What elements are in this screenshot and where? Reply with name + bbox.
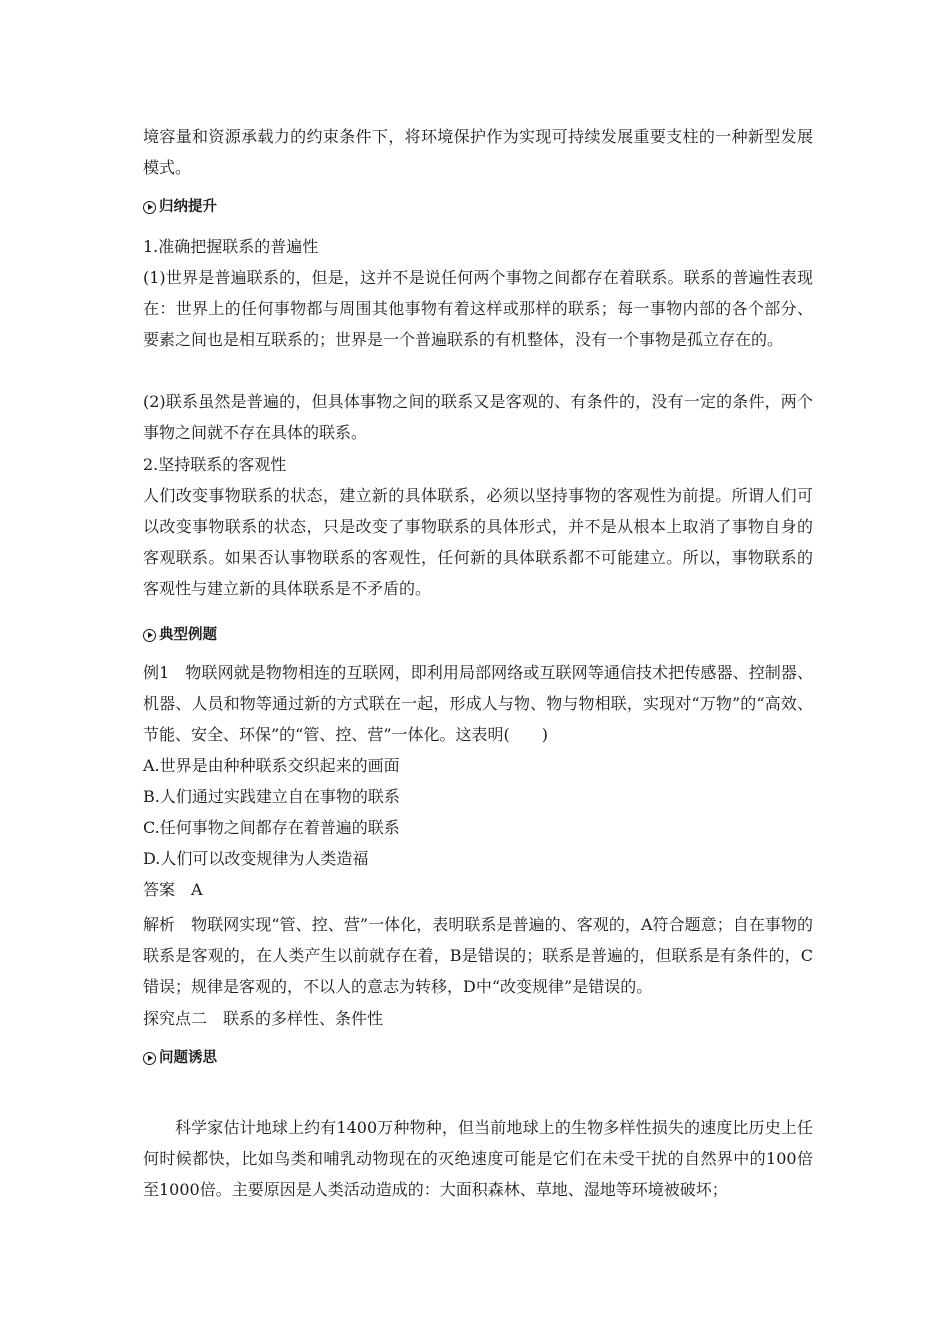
- example-question: [143, 657, 813, 750]
- answer-line: [143, 874, 813, 905]
- intro-paragraph: 境容量和资源承载力的约束条件下，将环境保护作为实现可持续发展重要支柱的一种新型发展模式。: [143, 127, 813, 177]
- point1-paragraph-b: (2)联系虽然是普遍的，但具体事物之间的联系又是客观的、有条件的，没有一定的条件，两个事物之间就不存在具体的联系。: [143, 392, 813, 442]
- example-text: 物联网就是物物相连的互联网，即利用局部网络或互联网等通信技术把传感器、控制器、机器、人员和物等通过新的方式联在一起，形成人与物、物与物相联，实现对“万物”的“高效、节能、安全、环保”的“管、控、营”一体化。这表明( ): [143, 663, 813, 744]
- point1-title: 1.准确把握联系的普遍性: [143, 237, 319, 256]
- play-circle-icon: [143, 629, 156, 642]
- question-paragraph: 科学家估计地球上约有1400万种物种，但当前地球上的生物多样性损失的速度比历史上任何时候都快，比如鸟类和哺乳动物现在的灭绝速度可能是它们在未受干扰的自然界中的100倍至1000倍。主要原因是人类活动造成的：大面积森林、草地、湿地等环境被破坏；: [143, 1118, 813, 1199]
- answer-value: A: [191, 880, 203, 899]
- topic-line: [143, 1003, 813, 1034]
- section-heading-label: 典型例题: [159, 627, 217, 643]
- topic-title: 联系的多样性、条件性: [223, 1009, 384, 1028]
- option-c: C.任何事物之间都存在着普遍的联系: [143, 818, 400, 837]
- analysis-paragraph: [143, 909, 813, 1002]
- option-d: D.人们可以改变规律为人类造福: [143, 849, 369, 868]
- point1-paragraph-a: (1)世界是普遍联系的，但是，这并不是说任何两个事物之间都存在着联系。联系的普遍性表现在：世界上的任何事物都与周围其他事物有着这样或那样的联系；每一事物内部的各个部分、要素之间也是相互联系的；世界是一个普遍联系的有机整体，没有一个事物是孤立存在的。: [143, 268, 813, 349]
- answer-label: 答案: [143, 880, 176, 899]
- point2-title: 2.坚持联系的客观性: [143, 455, 287, 474]
- topic-label: 探究点二: [143, 1009, 208, 1028]
- point2-paragraph: 人们改变事物联系的状态，建立新的具体联系，必须以坚持事物的客观性为前提。所谓人们可以改变事物联系的状态，只是改变了事物联系的具体形式，并不是从根本上取消了事物自身的客观联系。如果否认事物联系的客观性，任何新的具体联系都不可能建立。所以，事物联系的客观性与建立新的具体联系是不矛盾的。: [143, 486, 813, 598]
- option-a: A.世界是由种种联系交织起来的画面: [143, 756, 400, 775]
- section-heading-questions: [143, 1048, 217, 1068]
- option-b: B.人们通过实践建立自在事物的联系: [143, 787, 400, 806]
- section-heading-summary: [143, 197, 217, 217]
- play-circle-icon: [143, 201, 156, 214]
- analysis-label: 解析: [143, 915, 176, 934]
- section-heading-label: 归纳提升: [159, 199, 217, 215]
- section-heading-label: 问题诱思: [159, 1050, 217, 1066]
- play-circle-icon: [143, 1052, 156, 1065]
- example-label: 例1: [143, 663, 170, 682]
- section-heading-examples: [143, 625, 217, 645]
- analysis-text: 物联网实现“管、控、营”一体化，表明联系是普遍的、客观的，A符合题意；自在事物的联系是客观的，在人类产生以前就存在着，B是错误的；联系是普遍的，但联系是有条件的，C错误；规律是客观的，不以人的意志为转移，D中“改变规律”是错误的。: [143, 915, 813, 996]
